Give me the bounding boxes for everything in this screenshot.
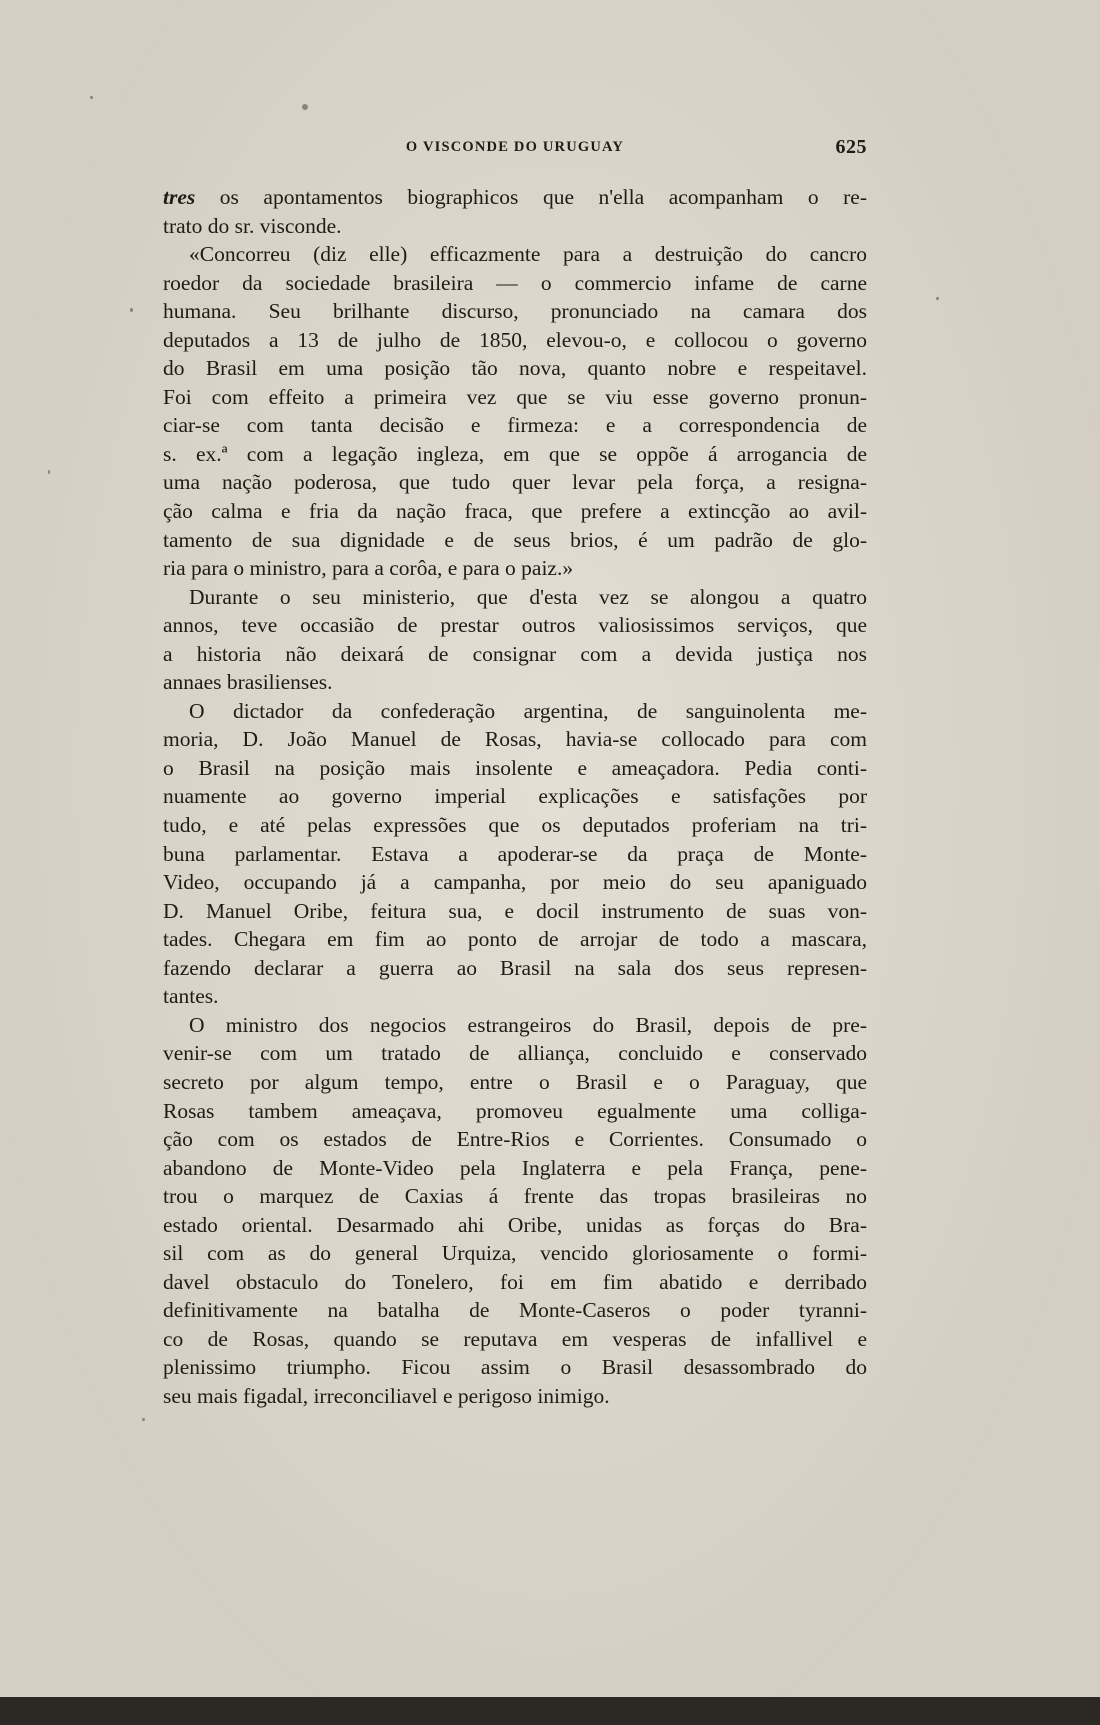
text-line: Durante o seu ministerio, que d'esta vez se alongou a quatro <box>189 584 867 609</box>
text-line: estado oriental. Desarmado ahi Oribe, unidas as forças do Bra- <box>163 1212 867 1237</box>
text-line: annos, teve occasião de prestar outros valiosissimos serviços, que <box>163 613 867 638</box>
text-line: Rosas tambem ameaçava, promoveu egualmente uma colliga- <box>163 1098 867 1123</box>
text-line: tamento de sua dignidade e de seus brios, é um padrão de glo- <box>163 527 867 552</box>
print-speck <box>936 297 939 300</box>
print-speck <box>302 104 308 110</box>
text-line: humana. Seu brilhante discurso, pronunciado na camara dos <box>163 299 867 324</box>
text-line: venir-se com um tratado de alliança, concluido e conservado <box>163 1041 867 1066</box>
text-line: sil com as do general Urquiza, vencido gloriosamente o formi- <box>163 1241 867 1266</box>
text-line: fazendo declarar a guerra ao Brasil na sala dos seus represen- <box>163 955 867 980</box>
text-line: davel obstaculo do Tonelero, foi em fim abatido e derribado <box>163 1269 867 1294</box>
text-line: annaes brasilienses. <box>163 670 333 695</box>
text-line: tades. Chegara em fim ao ponto de arrojar de todo a mascara, <box>163 927 867 952</box>
running-title: O VISCONDE DO URUGUAY <box>405 139 625 155</box>
print-speck <box>130 308 133 312</box>
text-line: uma nação poderosa, que tudo quer levar pela força, a resigna- <box>163 470 867 495</box>
print-speck <box>90 96 93 99</box>
body-text <box>163 183 867 1411</box>
text-line: buna parlamentar. Estava a apoderar-se da praça de Monte- <box>163 841 867 866</box>
print-speck <box>48 470 50 474</box>
text-line: seu mais figadal, irreconciliavel e perigoso inimigo. <box>163 1383 610 1408</box>
text-line: abandono de Monte-Video pela Inglaterra e pela França, pene- <box>163 1155 867 1180</box>
scan-bottom-edge <box>0 1697 1100 1725</box>
text-line: ção com os estados de Entre-Rios e Corrientes. Consumado o <box>163 1127 867 1152</box>
text-line: ciar-se com tanta decisão e firmeza: e a correspondencia de <box>163 413 867 438</box>
text-line <box>163 183 867 212</box>
text-line: moria, D. João Manuel de Rosas, havia-se collocado para com <box>163 727 867 752</box>
print-speck <box>142 1418 145 1421</box>
text-line: nuamente ao governo imperial explicações e satisfações por <box>163 784 867 809</box>
text-line: plenissimo triumpho. Ficou assim o Brasil desassombrado do <box>163 1355 867 1380</box>
text-line: ção calma e fria da nação fraca, que prefere a extincção ao avil- <box>163 499 867 524</box>
text-line: o Brasil na posição mais insolente e ameaçadora. Pedia conti- <box>163 755 867 780</box>
running-head <box>163 136 867 160</box>
italic-word: tres <box>163 185 196 209</box>
text-line: tantes. <box>163 984 219 1009</box>
text-line: trou o marquez de Caxias á frente das tropas brasileiras no <box>163 1184 867 1209</box>
text-line: O ministro dos negocios estrangeiros do Brasil, depois de pre- <box>189 1012 867 1037</box>
text-line: ria para o ministro, para a corôa, e para o paiz.» <box>163 556 574 581</box>
text-line: D. Manuel Oribe, feitura sua, e docil instrumento de suas von- <box>163 898 867 923</box>
page-number: 625 <box>835 136 867 158</box>
text-line: secreto por algum tempo, entre o Brasil e o Paraguay, que <box>163 1069 867 1094</box>
text-line: Video, occupando já a campanha, por meio do seu apaniguado <box>163 870 867 895</box>
text-line: s. ex.ª com a legação ingleza, em que se oppõe á arrogancia de <box>163 441 867 466</box>
text-line: Foi com effeito a primeira vez que se viu esse governo pronun- <box>163 384 867 409</box>
text-line: O dictador da confederação argentina, de sanguinolenta me- <box>189 698 867 723</box>
text-line: a historia não deixará de consignar com a devida justiça nos <box>163 641 867 666</box>
text-line: definitivamente na batalha de Monte-Caseros o poder tyranni- <box>163 1298 867 1323</box>
text-line: deputados a 13 de julho de 1850, elevou-o, e collocou o governo <box>163 327 867 352</box>
text-line: co de Rosas, quando se reputava em vesperas de infallivel e <box>163 1326 867 1351</box>
text-line: do Brasil em uma posição tão nova, quanto nobre e respeitavel. <box>163 356 867 381</box>
text-line: roedor da sociedade brasileira — o commercio infame de carne <box>163 270 867 295</box>
line-rest: os apontamentos biographicos que n'ella acompanham o re- <box>195 185 867 209</box>
text-line: «Concorreu (diz elle) efficazmente para a destruição do cancro <box>189 242 867 267</box>
text-line: trato do sr. visconde. <box>163 213 342 238</box>
text-line: tudo, e até pelas expressões que os deputados proferiam na tri- <box>163 813 867 838</box>
